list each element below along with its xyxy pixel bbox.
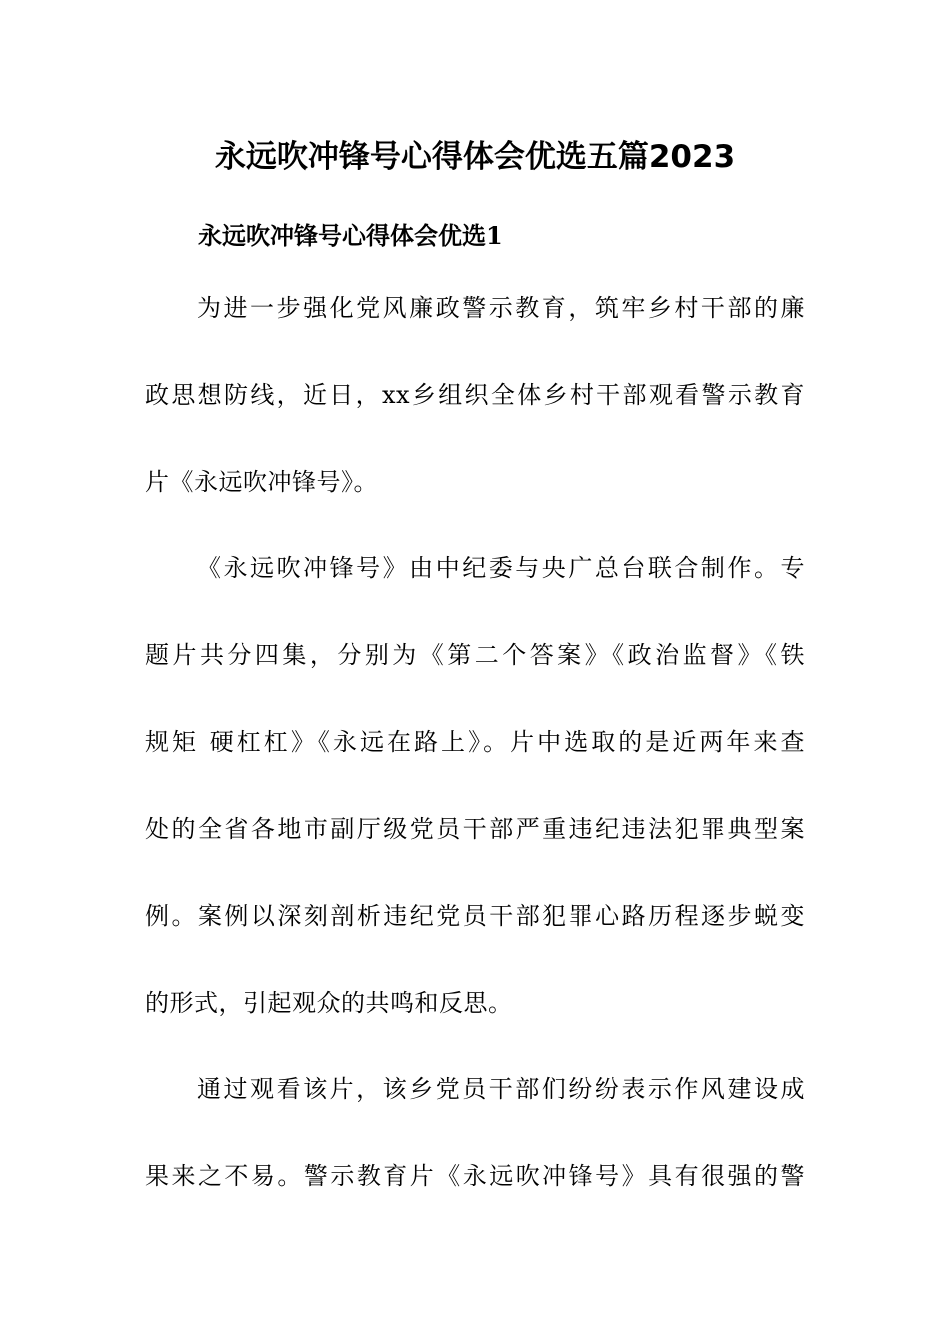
paragraph-line: 题片共分四集，分别为《第二个答案》《政治监督》《铁 <box>145 641 805 669</box>
paragraph-3 <box>145 1067 805 1241</box>
paragraph-line: 规矩 硬杠杠》《永远在路上》。片中选取的是近两年来查 <box>145 728 805 756</box>
paragraph-line: 果来之不易。警示教育片《永远吹冲锋号》具有很强的警 <box>145 1162 805 1190</box>
paragraph-line: 处的全省各地市副厅级党员干部严重违纪违法犯罪典型案 <box>145 815 805 843</box>
paragraph-line: 为进一步强化党风廉政警示教育，筑牢乡村干部的廉 <box>197 294 805 322</box>
paragraph-line: 通过观看该片，该乡党员干部们纷纷表示作风建设成 <box>197 1075 805 1103</box>
document-title: 永远吹冲锋号心得体会优选五篇2023 <box>214 139 736 175</box>
paragraph-line: 《永远吹冲锋号》由中纪委与央广总台联合制作。专 <box>197 554 805 582</box>
section-heading: 永远吹冲锋号心得体会优选1 <box>198 221 503 250</box>
paragraph-2 <box>145 546 805 1068</box>
paragraph-line: 例。案例以深刻剖析违纪党员干部犯罪心路历程逐步蜕变 <box>145 902 805 930</box>
paragraph-line: 的形式，引起观众的共鸣和反思。 <box>145 989 513 1017</box>
paragraph-line: 政思想防线，近日，xx乡组织全体乡村干部观看警示教育 <box>145 381 805 409</box>
paragraph-line: 片《永远吹冲锋号》。 <box>145 468 378 496</box>
paragraph-1 <box>145 286 805 547</box>
